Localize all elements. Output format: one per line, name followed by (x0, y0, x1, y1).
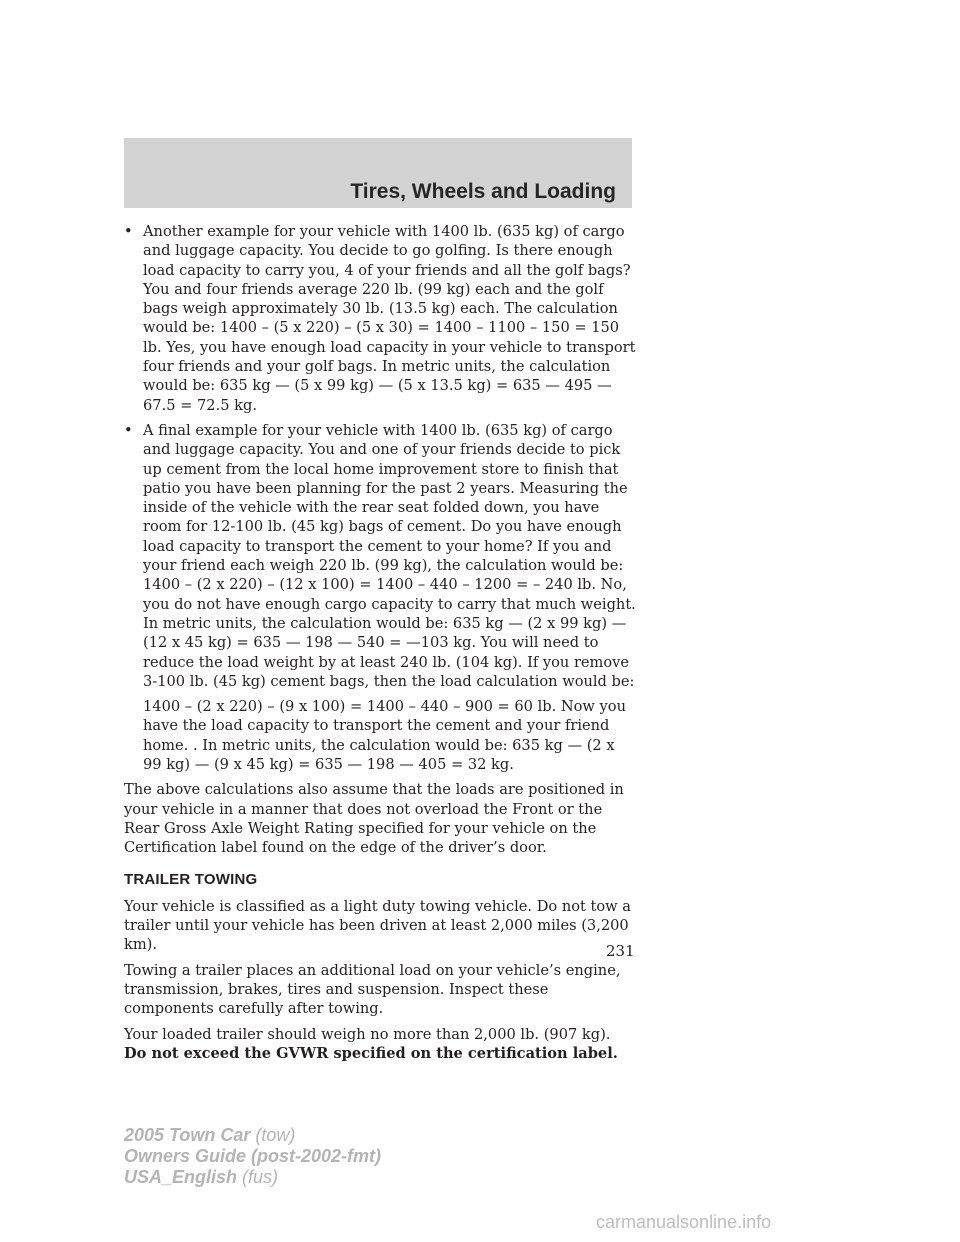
page-header (124, 138, 632, 208)
footer-model: 2005 Town Car (124, 1125, 251, 1145)
bullet-text: Another example for your vehicle with 1400 lb. (635 kg) of cargo and luggage capacity. You decide to go golfing. Is there enough load capacity to carry you, 4 of your friends and all the golf bags? You and four friends average 220 lb. (99 kg) each and the golf bags weigh approximately 30 lb. (13.5 kg) each. The calculation would be: 1400 – (5 x 220) – (5 x 30) = 1400 – 1100 – 150 = 150 lb. Yes, you have enough load capacity in your vehicle to transport four friends and your golf bags. In metric units, the calculation would be: 635 kg — (5 x 99 kg) — (5 x 13.5 kg) = 635 — 495 — 67.5 = 72.5 kg. (143, 223, 636, 414)
footer-line-2: Owners Guide (post-2002-fmt) (124, 1146, 382, 1166)
loads-paragraph: The above calculations also assume that the loads are positioned in your vehicle in a manner that does not overload the Front or the Rear Gross Axle Weight Rating specified for your vehicle on the Certification label found on the edge of the driver’s door. (124, 781, 624, 857)
bullet-continuation: 1400 – (2 x 220) – (9 x 100) = 1400 – 440 – 900 = 60 lb. Now you have the load capacity to transport the cement and your friend home. . In metric units, the calculation would be: 635 kg — (2 x 99 kg) — (9 x 45 kg) = 635 — 198 — 405 = 32 kg. (143, 698, 626, 774)
document-footer (124, 1125, 381, 1188)
footer-line-3 (124, 1167, 381, 1188)
footer-language: USA_English (124, 1167, 238, 1187)
page-body (124, 222, 636, 1069)
towing-warning: Do not exceed the GVWR specified on the certification label. (124, 1044, 618, 1062)
footer-language-code: (fus) (242, 1167, 279, 1187)
towing-paragraph-3-text: Your loaded trailer should weigh no more than 2,000 lb. (907 kg). (124, 1025, 611, 1043)
page-number: 231 (606, 942, 635, 960)
towing-paragraph-3 (124, 1025, 636, 1064)
watermark: carmanualsonline.info (596, 1212, 772, 1232)
bullet-item-golf (124, 222, 636, 415)
towing-paragraph-1: Your vehicle is classified as a light duty towing vehicle. Do not tow a trailer until your vehicle has been driven at least 2,000 miles (3,200 km). (124, 897, 631, 954)
footer-line-1 (124, 1125, 381, 1146)
bullet-text: A final example for your vehicle with 1400 lb. (635 kg) of cargo and luggage capacity. You and one of your friends decide to pick up cement from the local home improvement store to finish that patio you have been planning for the past 2 years. Measuring the inside of the vehicle with the rear seat folded down, you have room for 12-100 lb. (45 kg) bags of cement. Do you have enough load capacity to transport the cement to your home? If you and your friend each weigh 220 lb. (99 kg), the calculation would be: 1400 – (2 x 220) – (12 x 100) = 1400 – 440 – 1200 = – 240 lb. No, you do not have enough cargo capacity to carry that much weight. In metric units, the calculation would be: 635 kg — (2 x 99 kg) — (12 x 45 kg) = 635 — 198 — 540 = —103 kg. You will need to reduce the load weight by at least 240 lb. (104 kg). If you remove 3-100 lb. (45 kg) cement bags, then the load calculation would be: (143, 421, 636, 690)
footer-model-code: (tow) (255, 1125, 296, 1145)
header-title: Tires, Wheels and Loading (350, 180, 616, 203)
section-heading: TRAILER TOWING (124, 870, 258, 888)
bullet-icon: • (124, 223, 133, 240)
towing-paragraph-2: Towing a trailer places an additional load on your vehicle’s engine, transmission, brakes, tires and suspension. Inspect these components carefully after towing. (124, 961, 621, 1018)
bullet-item-cement (124, 421, 636, 691)
bullet-icon: • (124, 421, 133, 439)
